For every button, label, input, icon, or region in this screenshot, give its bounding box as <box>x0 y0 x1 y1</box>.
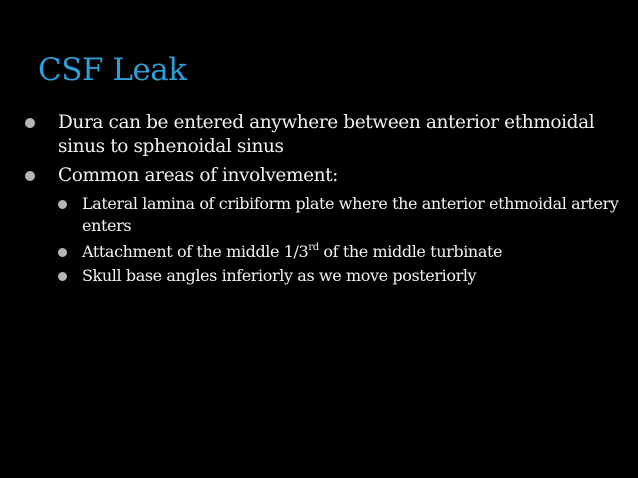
bullet-dot-icon <box>25 118 35 128</box>
sub-bullet-text-before: Attachment of the middle 1/3 <box>82 242 309 261</box>
bullet-item <box>22 164 622 287</box>
bullet-dot-icon <box>58 248 67 257</box>
sub-bullet-item <box>58 265 622 287</box>
sub-bullet-text: Skull base angles inferiorly as we move posteriorly <box>82 266 477 285</box>
sub-bullet-item <box>58 193 622 237</box>
bullet-list <box>22 111 622 287</box>
bullet-text: Dura can be entered anywhere between anterior ethmoidal sinus to sphenoidal sinus <box>58 112 595 157</box>
superscript: rd <box>308 242 319 253</box>
slide-content <box>22 111 622 292</box>
sub-bullet-list <box>58 193 622 287</box>
sub-bullet-item <box>58 241 622 263</box>
bullet-item <box>22 111 622 159</box>
sub-bullet-text-after: of the middle turbinate <box>318 242 503 261</box>
bullet-dot-icon <box>58 200 67 209</box>
bullet-text: Common areas of involvement: <box>58 165 339 186</box>
bullet-dot-icon <box>25 171 35 181</box>
bullet-dot-icon <box>58 272 67 281</box>
slide-title: CSF Leak <box>38 52 187 88</box>
sub-bullet-text: Lateral lamina of cribiform plate where the anterior ethmoidal artery enters <box>82 194 619 235</box>
